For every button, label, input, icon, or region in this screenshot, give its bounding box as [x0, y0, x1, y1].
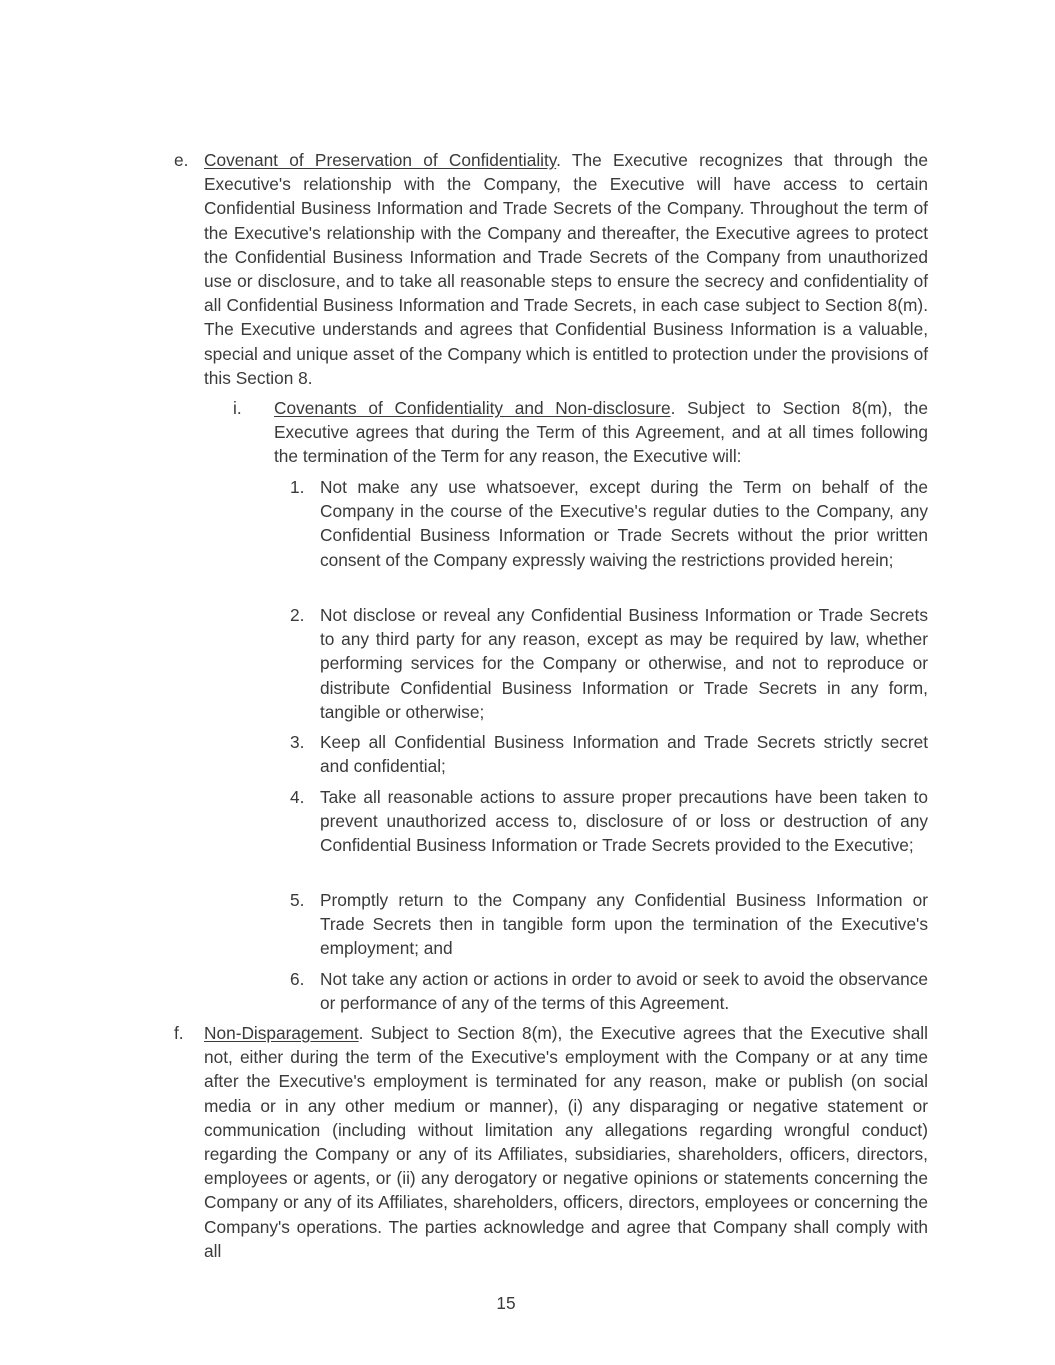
section-f-heading: Non-Disparagement	[204, 1023, 359, 1043]
section-f-marker: f.	[174, 1023, 184, 1043]
list-item: Not take any action or actions in order to avoid or seek to avoid the observance or performance of any of the terms of this Agreement.	[320, 969, 928, 1014]
subsection-i-body: . Subject to Section 8(m), the Executive agrees that during the Term of this Agreement, and at all times following the termination of the Term for any reason, the Executive will:	[274, 398, 929, 467]
list-item-marker: 6.	[290, 969, 305, 989]
section-e-heading: Covenant of Preservation of Confidentiality	[204, 150, 557, 170]
page-number: 15	[496, 1293, 516, 1313]
list-item: Not disclose or reveal any Confidential Business Information or Trade Secrets to any third party for any reason, except as may be required by law, whether performing services for the Company or otherwise, and not to reproduce or distribute Confidential Business Information or Trade Secrets in any form, tangible or otherwise;	[320, 605, 928, 722]
list-item: Not make any use whatsoever, except during the Term on behalf of the Company in the course of the Executive's regular duties to the Company, any Confidential Business Information or Trade Secrets without the prior written consent of the Company expressly waiving the restrictions provided herein;	[320, 477, 928, 570]
section-e-body: . The Executive recognizes that through the Executive's relationship with the Company, the Executive will have access to certain Confidential Business Information and Trade Secrets of the Company. Throughout the term of the Executive's relationship with the Company and thereafter, the Executive agrees to protect the Confidential Business Information and Trade Secrets of the Company from unauthorized use or disclosure, and to take all reasonable steps to ensure the secrecy and confidentiality of all Confidential Business Information and Trade Secrets, in each case subject to Section 8(m). The Executive understands and agrees that Confidential Business Information is a valuable, special and unique asset of the Company which is entitled to protection under the provisions of this Section 8.	[204, 150, 928, 388]
list-item-marker: 5.	[290, 890, 305, 910]
section-e-marker: e.	[174, 150, 189, 170]
list-item: Take all reasonable actions to assure proper precautions have been taken to prevent unauthorized access to, disclosure of or loss or destruction of any Confidential Business Information or Trade Secrets provided to the Executive;	[320, 787, 928, 856]
section-f-paragraph	[204, 1021, 928, 1263]
section-f-body: . Subject to Section 8(m), the Executive agrees that the Executive shall not, either during the term of the Executive's employment with the Company or at any time after the Executive's employment is terminated for any reason, make or publish (on social media or in any other medium or manner), (i) any disparaging or negative statement or communication (including without limitation any allegations regarding wrongful conduct) regarding the Company or any of its Affiliates, subsidiaries, shareholders, officers, directors, employees or agents, or (ii) any derogatory or negative opinions or statements concerning the Company or any of its Affiliates, shareholders, officers, directors, employees or concerning the Company's operations. The parties acknowledge and agree that Company shall comply with all	[204, 1023, 928, 1261]
list-item-marker: 3.	[290, 732, 305, 752]
list-item: Keep all Confidential Business Information and Trade Secrets strictly secret and confidential;	[320, 732, 928, 777]
list-item: Promptly return to the Company any Confidential Business Information or Trade Secrets then in tangible form upon the termination of the Executive's employment; and	[320, 890, 928, 959]
subsection-i-paragraph	[274, 396, 928, 469]
section-e-paragraph	[204, 148, 928, 390]
subsection-i-marker: i.	[233, 398, 242, 418]
list-item-marker: 2.	[290, 605, 305, 625]
list-item-marker: 4.	[290, 787, 305, 807]
list-item-marker: 1.	[290, 477, 305, 497]
subsection-i-heading: Covenants of Confidentiality and Non-disclosure	[274, 398, 671, 418]
